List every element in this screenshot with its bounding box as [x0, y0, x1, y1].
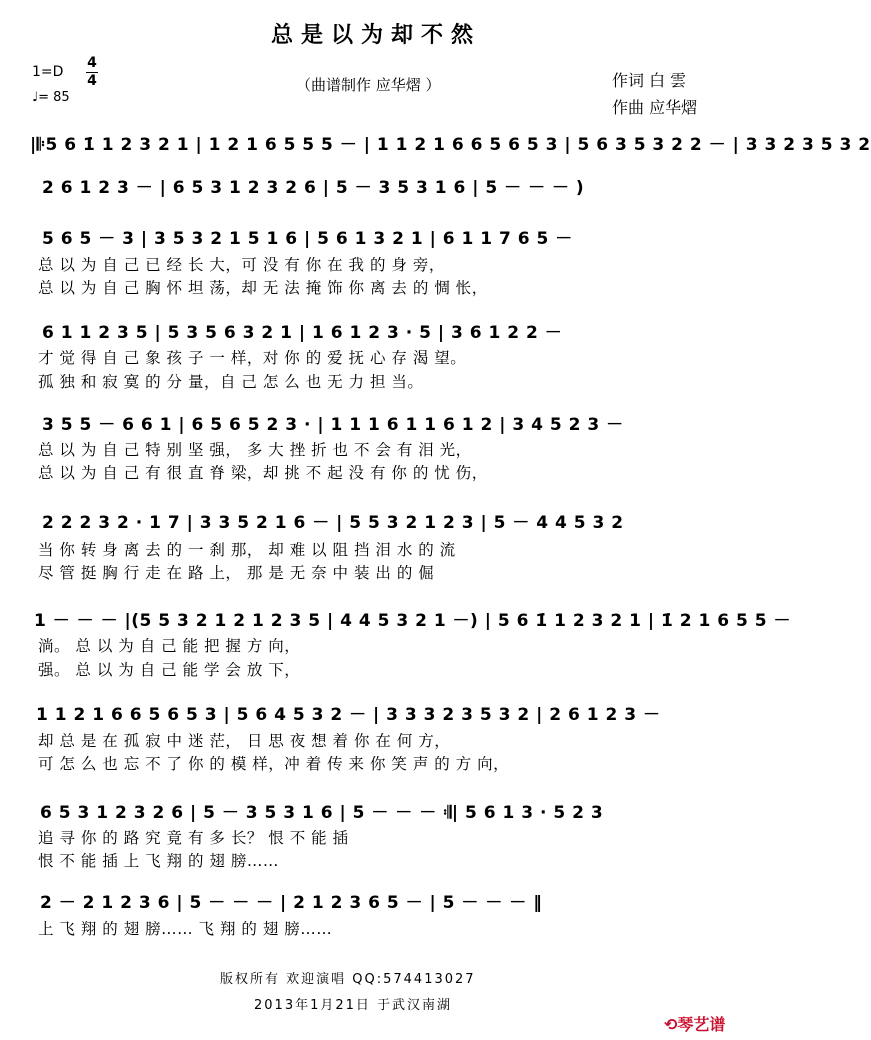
footer-copyright: 版权所有 欢迎演唱 QQ:574413027 — [220, 972, 476, 987]
system-10-notes: 2 － 2 1 2 3 6 | 5 － － － | 2 1 2 3 6 5 － | 5 － － － ‖ — [40, 893, 543, 913]
system-2-notes: 2 6 1 2 3 － | 6 5 3 1 2 3 2 6 | 5 － 3 5 3 1 6 | 5 － － － ) — [42, 178, 585, 198]
composer-credit: 作曲 应华熠 — [612, 98, 698, 117]
system-6-lyrics-1: 当 你 转 身 离 去 的 一 刹 那， 却 难 以 阻 挡 泪 水 的 流 — [38, 541, 456, 559]
time-signature — [86, 56, 98, 89]
system-8-lyrics-1: 却 总 是 在 孤 寂 中 迷 茫， 日 思 夜 想 着 你 在 何 方， — [38, 732, 451, 750]
system-4-notes: 6 1 1 2 3 5 | 5 3 5 6 3 2 1 | 1 6 1 2 3 · 5 | 3 6 1 2 2 － — [42, 323, 563, 343]
system-5-notes: 3 5 5 － 6 6 1 | 6 5 6 5 2 3 · | 1 1 1 6 1 1 6 1 2 | 3 4 5 2 3 － — [42, 415, 624, 435]
site-watermark — [664, 1012, 725, 1035]
logo-icon: ⟲ — [664, 1015, 678, 1034]
system-8-notes: 1 1 2 1 6 6 5 6 5 3 | 5 6 4 5 3 2 － | 3 3 3 2 3 5 3 2 | 2 6 1 2 3 － — [36, 705, 661, 725]
system-5-lyrics-1: 总 以 为 自 己 特 别 坚 强， 多 大 挫 折 也 不 会 有 泪 光， — [38, 441, 472, 459]
system-8-lyrics-2: 可 怎 么 也 忘 不 了 你 的 模 样，冲 着 传 来 你 笑 声 的 方 向， — [38, 755, 510, 773]
system-9-lyrics-2: 恨 不 能 插 上 飞 翔 的 翅 膀…… — [38, 852, 279, 870]
time-signature-bottom: 4 — [87, 73, 97, 89]
watermark-text: 琴艺谱 — [677, 1015, 726, 1034]
system-9-lyrics-1: 追 寻 你 的 路 究 竟 有 多 长？ 恨 不 能 插 — [38, 829, 349, 847]
system-7-lyrics-2: 强。 总 以 为 自 己 能 学 会 放 下， — [38, 661, 301, 679]
song-title: 总是以为却不然 — [270, 23, 481, 48]
time-signature-top: 4 — [87, 55, 97, 71]
tempo-marking — [32, 90, 70, 105]
system-7-lyrics-1: 淌。 总 以 为 自 己 能 把 握 方 向， — [38, 637, 301, 655]
system-6-notes: 2 2 2 3 2 · 1 7 | 3 3 5 2 1 6 － | 5 5 3 2 1 2 3 | 5 － 4 4 5 3 2 — [42, 513, 624, 533]
system-10-lyrics-1: 上 飞 翔 的 翅 膀…… 飞 翔 的 翅 膀…… — [38, 920, 333, 938]
score-credit-note: （曲谱制作 应华熠 ） — [296, 76, 441, 94]
system-9-notes: 6 5 3 1 2 3 2 6 | 5 － 3 5 3 1 6 | 5 － － － 𝄇| 5 6 1 3 · 5 2 3 — [40, 803, 604, 823]
system-5-lyrics-2: 总 以 为 自 己 有 很 直 脊 梁，却 挑 不 起 没 有 你 的 忧 伤， — [38, 464, 488, 482]
tempo-value: = 85 — [38, 90, 70, 105]
key-signature: 1=D — [32, 64, 64, 80]
footer-date-place: 2013年1月21日 于武汉南湖 — [254, 998, 453, 1013]
system-4-lyrics-1: 才 觉 得 自 己 象 孩 子 一 样，对 你 的 爱 抚 心 存 渴 望。 — [38, 349, 467, 367]
lyricist-credit: 作词 白 雲 — [612, 71, 687, 90]
quarter-note-icon: ♩ — [32, 90, 39, 105]
system-7-notes: 1 － － － |(5 5 3 2 1 2 1 2 3 5 | 4 4 5 3 2 1 －) | 5 6 1̇ 1 2 3 2 1 | 1̇ 2 1 6 5 5 － — [34, 611, 791, 631]
system-1-notes: |𝄆5 6 1̇ 1 2 3 2 1 | 1 2 1 6 5 5 5 － | 1 1 2 1 6 6 5 6 5 3 | 5 6 3 5 3 2 2 － | 3 3 2 3 5 3 2 — [30, 135, 871, 155]
system-6-lyrics-2: 尽 管 挺 胸 行 走 在 路 上， 那 是 无 奈 中 装 出 的 倔 — [38, 564, 435, 582]
system-3-notes: 5 6 5 － 3 | 3 5 3 2 1 5 1 6 | 5 6 1 3 2 1 | 6 1 1 7 6 5 － — [42, 229, 573, 249]
system-3-lyrics-1: 总 以 为 自 己 已 经 长 大，可 没 有 你 在 我 的 身 旁， — [38, 256, 445, 274]
system-3-lyrics-2: 总 以 为 自 己 胸 怀 坦 荡，却 无 法 掩 饰 你 离 去 的 惆 怅， — [38, 279, 488, 297]
system-4-lyrics-2: 孤 独 和 寂 寞 的 分 量，自 己 怎 么 也 无 力 担 当。 — [38, 373, 424, 391]
